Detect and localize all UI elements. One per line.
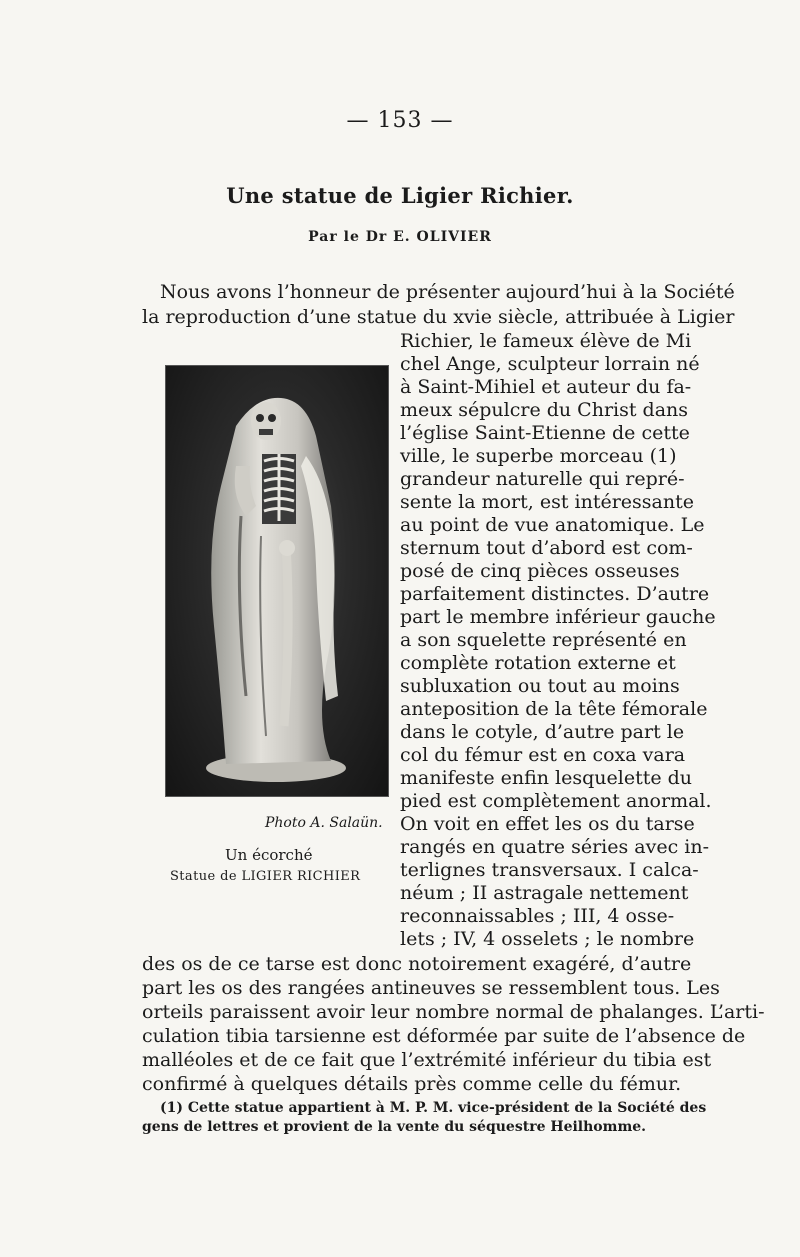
body-line: l’église Saint-Etienne de cette (400, 422, 690, 444)
body-line: pied est complètement anormal. (400, 790, 712, 812)
body-line: culation tibia tarsienne est déformée par suite de l’absence de (142, 1025, 746, 1047)
body-line: Nous avons l’honneur de présenter aujourd’hui à la Société (160, 281, 735, 303)
body-line: part les os des rangées antineuves se ressemblent tous. Les (142, 977, 720, 999)
body-line: manifeste enfin lesquelette du (400, 767, 693, 789)
article-byline: Par le Dr E. OLIVIER (308, 229, 492, 245)
body-line: à Saint-Mihiel et auteur du fa- (400, 376, 692, 398)
body-line: On voit en effet les os du tarse (400, 813, 695, 835)
body-line: la reproduction d’une statue du xvie siècle, attribuée à Ligier (142, 306, 735, 328)
body-line: complète rotation externe et (400, 652, 676, 674)
body-line: orteils paraissent avoir leur nombre normal de phalanges. L’arti- (142, 1001, 765, 1023)
body-line: a son squelette représenté en (400, 629, 687, 651)
body-line: col du fémur est en coxa vara (400, 744, 686, 766)
body-line: des os de ce tarse est donc notoirement exagéré, d’autre (142, 953, 692, 975)
figure-caption-subtitle: Statue de LIGIER RICHIER (170, 869, 361, 884)
body-line: meux sépulcre du Christ dans (400, 399, 689, 421)
body-line: rangés en quatre séries avec in- (400, 836, 710, 858)
body-line: reconnaissables ; III, 4 osse- (400, 905, 675, 927)
body-line: au point de vue anatomique. Le (400, 514, 705, 536)
figure-caption-title: Un écorché (225, 846, 313, 864)
photo-credit: Photo A. Salaün. (265, 815, 383, 831)
page-number: — 153 — (346, 108, 454, 133)
article-title: Une statue de Ligier Richier. (226, 183, 574, 208)
body-line: chel Ange, sculpteur lorrain né (400, 353, 700, 375)
body-line: néum ; II astragale nettement (400, 882, 689, 904)
body-line: part le membre inférieur gauche (400, 606, 716, 628)
body-line: anteposition de la tête fémorale (400, 698, 708, 720)
body-line: malléoles et de ce fait que l’extrémité inférieur du tibia est (142, 1049, 712, 1071)
statue-photograph (165, 365, 389, 797)
body-line: parfaitement distinctes. D’autre (400, 583, 710, 605)
footnote-line: (1) Cette statue appartient à M. P. M. vice-président de la Société des (160, 1100, 707, 1116)
body-line: dans le cotyle, d’autre part le (400, 721, 685, 743)
body-line: terlignes transversaux. I calca- (400, 859, 699, 881)
body-line: sternum tout d’abord est com- (400, 537, 693, 559)
body-line: grandeur naturelle qui repré- (400, 468, 685, 490)
ecorche-statue-image (166, 366, 388, 796)
body-line: ville, le superbe morceau (1) (400, 445, 677, 467)
footnote-line: gens de lettres et provient de la vente du séquestre Heilhomme. (142, 1119, 647, 1135)
body-line: sente la mort, est intéressante (400, 491, 694, 513)
body-line: lets ; IV, 4 osselets ; le nombre (400, 928, 695, 950)
body-line: Richier, le fameux élève de Mi (400, 330, 692, 352)
body-line: subluxation ou tout au moins (400, 675, 680, 697)
body-line: confirmé à quelques détails près comme celle du fémur. (142, 1073, 682, 1095)
body-line: posé de cinq pièces osseuses (400, 560, 680, 582)
